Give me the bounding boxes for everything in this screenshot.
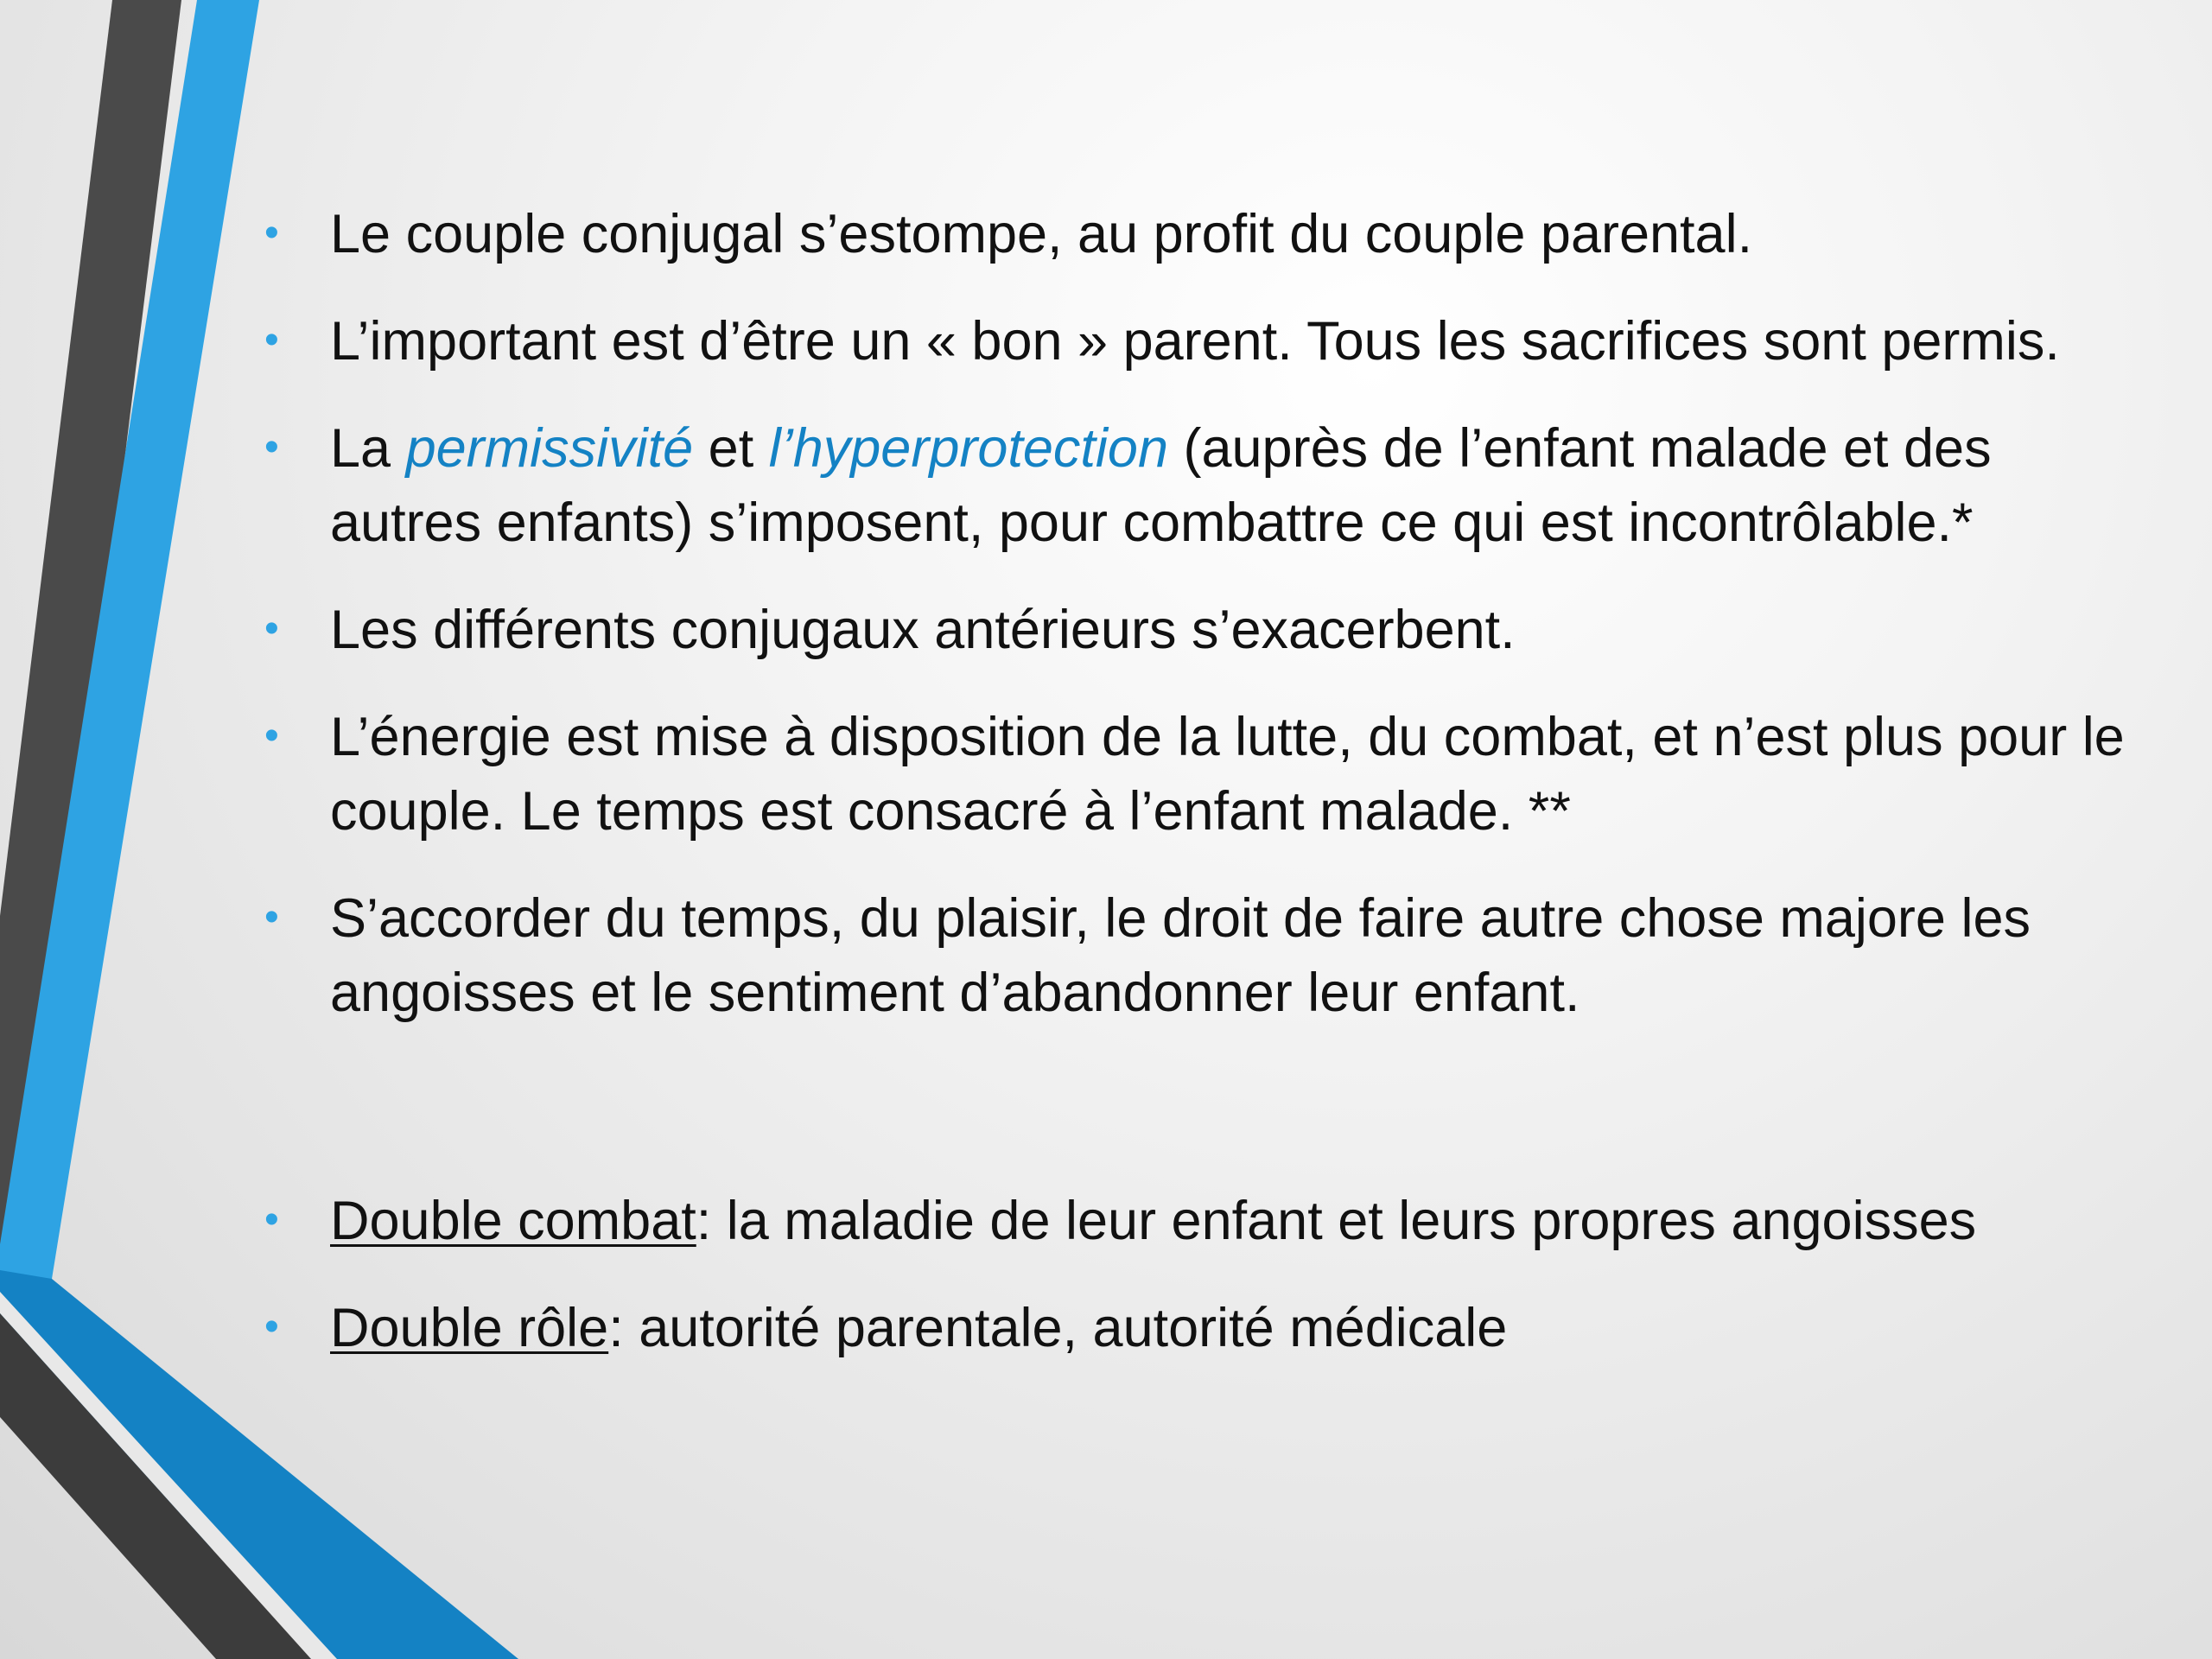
secondary-bullet-list bbox=[259, 1184, 2126, 1365]
term-double-combat: Double combat bbox=[330, 1191, 696, 1251]
bullet-item bbox=[259, 197, 2126, 271]
bullet-dot-icon: • bbox=[264, 210, 279, 256]
bullet-dot-icon: • bbox=[264, 1304, 279, 1350]
bullet-text: L’énergie est mise à disposition de la lutte, du combat, et n’est plus pour le couple. Le temps est consacré à l’enfant malade. ** bbox=[330, 707, 2125, 842]
bullet-text: : autorité parentale, autorité médicale bbox=[608, 1298, 1508, 1358]
term-double-role: Double rôle bbox=[330, 1298, 609, 1358]
slide-content bbox=[259, 197, 2126, 1398]
bullet-text: Le couple conjugal s’estompe, au profit du couple parental. bbox=[330, 204, 1753, 264]
main-bullet-list bbox=[259, 197, 2126, 1030]
bullet-text: La bbox=[330, 418, 406, 479]
bullet-item bbox=[259, 1291, 2126, 1365]
bullet-dot-icon: • bbox=[264, 713, 279, 759]
section-spacer bbox=[259, 1063, 2126, 1184]
bullet-dot-icon: • bbox=[264, 894, 279, 940]
bullet-dot-icon: • bbox=[264, 606, 279, 652]
bullet-item bbox=[259, 700, 2126, 849]
bullet-text: : la maladie de leur enfant et leurs propres angoisses bbox=[696, 1191, 1977, 1251]
bullet-item bbox=[259, 304, 2126, 378]
emphasis-hyperprotection: l’hyperprotection bbox=[768, 418, 1168, 479]
bullet-text: Les différents conjugaux antérieurs s’exacerbent. bbox=[330, 600, 1516, 660]
bullet-item bbox=[259, 881, 2126, 1030]
bullet-item bbox=[259, 1184, 2126, 1258]
emphasis-permissivite: permissivité bbox=[405, 418, 694, 479]
bullet-dot-icon: • bbox=[264, 317, 279, 363]
bullet-text: S’accorder du temps, du plaisir, le droit de faire autre chose majore les angoisses et le sentiment d’abandonner leur enfant. bbox=[330, 888, 2031, 1023]
bullet-item bbox=[259, 593, 2126, 667]
bullet-item bbox=[259, 411, 2126, 560]
bullet-dot-icon: • bbox=[264, 1197, 279, 1243]
bullet-text: L’important est d’être un « bon » parent. Tous les sacrifices sont permis. bbox=[330, 311, 2060, 372]
bullet-text: et bbox=[693, 418, 769, 479]
bullet-dot-icon: • bbox=[264, 424, 279, 470]
bullet-text: (auprès de l’enfant malade et des autres enfants) s’imposent, pour combattre ce qui est incontrôlable.* bbox=[330, 418, 1992, 553]
